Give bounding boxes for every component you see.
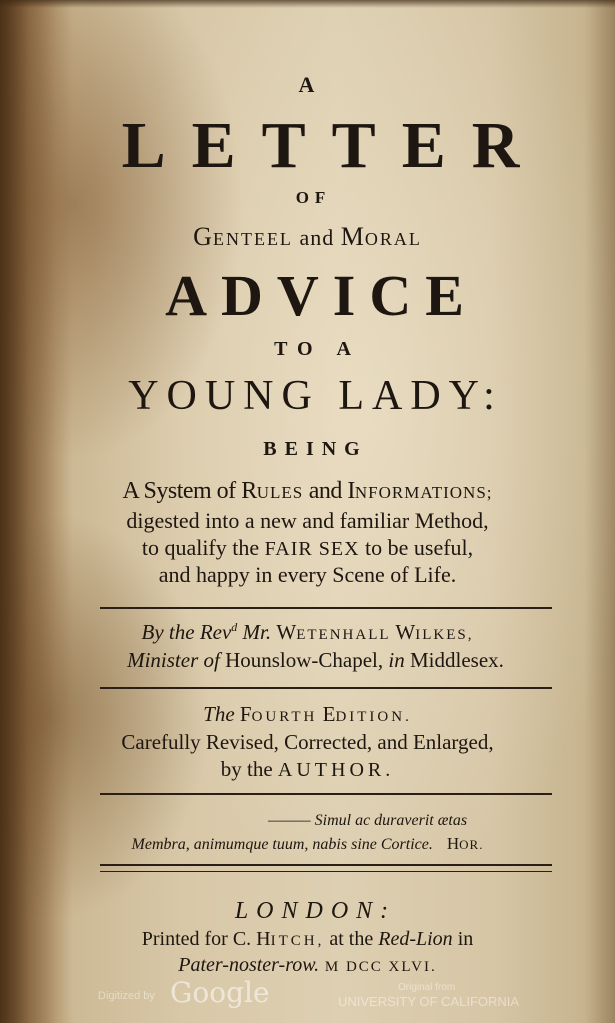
original-from-label — [398, 982, 455, 993]
epigraph-1-text: ——— Simul ac duraverit ætas — [267, 812, 468, 829]
description-line-2 — [0, 508, 615, 534]
title-to-a — [0, 338, 615, 361]
desc-1-system: A System of — [122, 478, 242, 504]
imprint-red-lion: Red-Lion — [378, 928, 453, 950]
author-county: Middlesex. — [410, 648, 504, 672]
edition-the: The — [203, 702, 235, 726]
title-genteel-moral — [0, 222, 615, 252]
title-letter — [0, 108, 615, 184]
edition-line-2 — [0, 730, 615, 755]
description-line-1 — [0, 478, 615, 505]
title-being-text: BEING — [263, 438, 368, 460]
title-being — [0, 438, 615, 461]
epigraph-2-text: Membra, animumque tuum, nabis sine Cortice. — [131, 836, 433, 853]
desc-4-text: and happy in every Scene of Life. — [158, 562, 457, 587]
title-article — [0, 72, 615, 98]
imprint-in: in — [452, 928, 474, 950]
edition-edition-rest: DITION. — [335, 709, 412, 725]
original-from-text: Original from — [398, 982, 456, 993]
author-by-rev: By the Rev — [141, 620, 232, 644]
genteel-rest: ENTEEL — [212, 229, 293, 249]
imprint-at-the: at the — [324, 928, 379, 950]
author-last-cap: W — [390, 620, 416, 644]
rule-3 — [100, 793, 552, 795]
title-of — [0, 188, 615, 208]
author-rev-sup: d — [231, 620, 238, 634]
digitized-by-text: Digitized by — [98, 990, 155, 1002]
epigraph-line-2 — [0, 834, 615, 854]
imprint-city — [0, 898, 615, 925]
moral-rest: ORAL — [364, 229, 422, 249]
epigraph-hor-cap: H — [446, 834, 460, 853]
epigraph-line-1 — [0, 812, 615, 830]
desc-3-fair-sex: FAIR SEX — [264, 538, 360, 560]
description-line-3 — [0, 535, 615, 561]
desc-3-qualify: to qualify the — [141, 535, 265, 560]
description-line-4 — [0, 562, 615, 588]
imprint-city-text: LONDON: — [234, 898, 397, 924]
moral-capital: M — [340, 222, 365, 251]
desc-3-useful: to be useful, — [359, 535, 474, 560]
title-letter-text: LETTER — [121, 109, 546, 182]
edition-author: AUTHOR. — [277, 759, 395, 781]
edition-revised: Carefully Revised, Corrected, and Enlarged, — [121, 730, 494, 754]
edition-line-1 — [0, 702, 615, 727]
imprint-line-2 — [0, 928, 615, 951]
author-line-1 — [0, 620, 615, 645]
author-chapel: Hounslow-Chapel, — [225, 648, 384, 672]
author-in: in — [383, 648, 410, 672]
rule-4 — [100, 864, 552, 866]
imprint-street: Pater-noster-row. — [178, 954, 320, 976]
university-label — [338, 994, 519, 1009]
rule-1 — [100, 607, 552, 609]
edition-by-the: by the — [220, 757, 278, 781]
author-line-2 — [0, 648, 615, 673]
genteel-capital: G — [193, 222, 213, 251]
digitized-by-label — [98, 990, 155, 1002]
title-of-text: OF — [295, 188, 332, 207]
edition-edition-cap: E — [317, 702, 336, 726]
rule-2 — [100, 687, 552, 689]
title-article-text: A — [298, 72, 317, 97]
author-last-rest: ILKES, — [415, 627, 474, 643]
epigraph-hor-rest: OR. — [459, 837, 484, 852]
imprint-hitch-rest: ITCH, — [270, 933, 325, 949]
edition-fourth-rest: OURTH — [251, 709, 318, 725]
imprint-date: M DCC XLVI. — [319, 959, 437, 975]
google-logo-text: Google — [170, 976, 270, 1009]
title-advice — [0, 262, 615, 329]
rule-5 — [100, 871, 552, 872]
author-mr: Mr. — [237, 620, 277, 644]
title-to-a-text: TO A — [274, 338, 361, 360]
title-young-lady-text: YOUNG LADY: — [128, 373, 503, 419]
author-first-rest: ETENHALL — [296, 627, 391, 643]
desc-1-rules-rest: ULES — [256, 483, 304, 502]
author-first-cap: W — [276, 620, 297, 644]
university-text: UNIVERSITY OF CALIFORNIA — [338, 994, 520, 1009]
page-top-edge — [0, 0, 615, 8]
desc-1-and: and — [303, 478, 348, 504]
author-minister: Minister of — [127, 648, 226, 672]
desc-1-info-cap: I — [347, 478, 355, 504]
title-young-lady — [0, 372, 615, 420]
desc-1-rules-cap: R — [241, 478, 257, 504]
imprint-line-3 — [0, 954, 615, 977]
edition-line-3 — [0, 757, 615, 782]
desc-2-text: digested into a new and familiar Method, — [126, 508, 489, 533]
imprint-hitch-cap: H — [256, 928, 271, 950]
title-advice-text: ADVICE — [165, 263, 478, 328]
genteel-and: and — [292, 225, 341, 250]
desc-1-info-rest: NFORMATIONS; — [354, 483, 493, 502]
edition-fourth-cap: F — [234, 702, 252, 726]
google-logo — [170, 976, 270, 1009]
imprint-printed-for: Printed for C. — [141, 928, 257, 950]
